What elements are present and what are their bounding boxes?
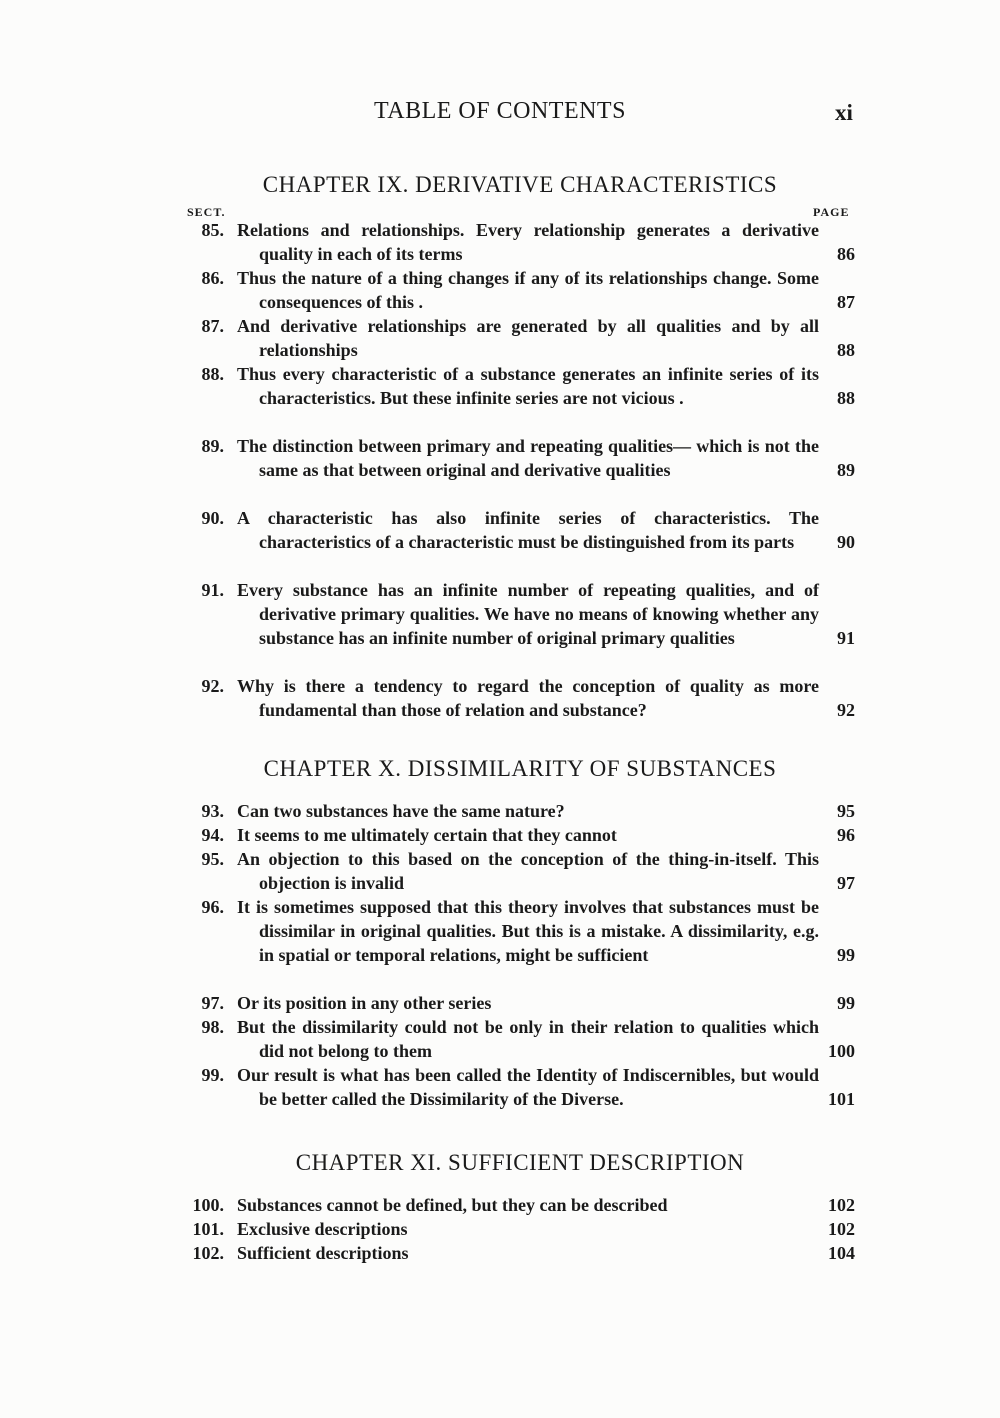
toc-entry[interactable] (180, 1063, 860, 1111)
page-ref: 91 (837, 628, 855, 648)
page-ref: 90 (837, 532, 855, 552)
running-title: TABLE OF CONTENTS (374, 98, 626, 124)
page-ref: 99 (837, 945, 855, 965)
toc-entry[interactable] (180, 314, 860, 362)
entry-text: But the dissimilarity could not be only in their relation to qualities which did not belong to them (237, 1017, 819, 1061)
toc-entry[interactable] (180, 506, 860, 554)
section-number: 91. (201, 580, 224, 600)
page-ref: 88 (837, 340, 855, 360)
section-number: 87. (201, 316, 224, 336)
page-ref: 99 (837, 993, 855, 1013)
entry-text: It is sometimes supposed that this theory involves that substances must be dissimilar in original qualities. But this is a mistake. A dissimilarity, e.g. in spatial or temporal relations, might be sufficient (237, 897, 819, 965)
section-number: 89. (201, 436, 224, 456)
entry-text: Relations and relationships. Every relationship generates a derivative quality in each of its terms (237, 220, 819, 264)
toc-entry[interactable] (180, 266, 860, 314)
page-ref: 86 (837, 244, 855, 264)
toc-entry[interactable] (180, 434, 860, 482)
page-number: xi (835, 100, 853, 125)
section-number: 93. (201, 801, 224, 821)
page-column-label: PAGE (813, 205, 850, 219)
entry-text: Thus the nature of a thing changes if any of its relationships change. Some consequences of this . (237, 268, 819, 312)
page-ref: 97 (837, 873, 855, 893)
page-ref: 95 (837, 801, 855, 821)
page-ref: 96 (837, 825, 855, 845)
chapter-heading: CHAPTER X. DISSIMILARITY OF SUBSTANCES (263, 756, 777, 781)
entry-text: An objection to this based on the conception of the thing-in-itself. This objection is invalid (237, 849, 819, 893)
toc-entry[interactable] (180, 823, 860, 847)
section-number: 95. (201, 849, 224, 869)
entry-text: Exclusive descriptions (237, 1219, 408, 1239)
page-ref: 92 (837, 700, 855, 720)
section-number: 92. (201, 676, 224, 696)
entry-text: Our result is what has been called the Identity of Indiscernibles, but would be better called the Dissimilarity of the Diverse. (237, 1065, 819, 1109)
section-number: 99. (201, 1065, 224, 1085)
section-number: 101. (192, 1219, 224, 1239)
section-number: 86. (201, 268, 224, 288)
toc-entry[interactable] (180, 218, 860, 266)
section-number: 97. (201, 993, 224, 1013)
toc-entry[interactable] (180, 1193, 860, 1217)
entry-text: And derivative relationships are generated by all qualities and by all relationships (237, 316, 819, 360)
page-ref: 87 (837, 292, 855, 312)
entry-text: The distinction between primary and repeating qualities— which is not the same as that between original and derivative qualities (237, 436, 819, 480)
section-number: 96. (201, 897, 224, 917)
toc-entry[interactable] (180, 799, 860, 823)
section-number: 98. (201, 1017, 224, 1037)
toc-entry[interactable] (180, 847, 860, 895)
entry-text: Can two substances have the same nature? (237, 801, 565, 821)
section-number: 85. (201, 220, 224, 240)
chapter-heading: CHAPTER XI. SUFFICIENT DESCRIPTION (295, 1150, 745, 1175)
page-ref: 100 (828, 1041, 855, 1061)
entry-text: Thus every characteristic of a substance generates an infinite series of its characteristics. But these infinite series are not vicious . (237, 364, 819, 408)
entry-text: Sufficient descriptions (237, 1243, 409, 1263)
section-number: 100. (192, 1195, 224, 1215)
toc-entry[interactable] (180, 895, 860, 967)
section-column-label: SECT. (187, 205, 226, 219)
toc-entry[interactable] (180, 674, 860, 722)
entry-text: It seems to me ultimately certain that they cannot (237, 825, 617, 845)
entry-text: A characteristic has also infinite series of characteristics. The characteristics of a characteristic must be distinguished from its parts (237, 508, 819, 552)
chapter-heading: CHAPTER IX. DERIVATIVE CHARACTERISTICS (262, 172, 778, 197)
page-ref: 101 (828, 1089, 855, 1109)
entry-text: Why is there a tendency to regard the conception of quality as more fundamental than those of relation and substance? (237, 676, 819, 720)
toc-entry[interactable] (180, 362, 860, 410)
entry-text: Every substance has an infinite number of repeating qualities, and of derivative primary qualities. We have no means of knowing whether any substance has an infinite number of original primary qualities (237, 580, 819, 648)
page-ref: 89 (837, 460, 855, 480)
section-number: 90. (201, 508, 224, 528)
toc-entry[interactable] (180, 1217, 860, 1241)
page-ref: 102 (828, 1219, 855, 1239)
entry-text: Substances cannot be defined, but they can be described (237, 1195, 668, 1215)
toc-entry[interactable] (180, 1241, 860, 1265)
section-number: 94. (201, 825, 224, 845)
toc-entry[interactable] (180, 991, 860, 1015)
entry-text: Or its position in any other series (237, 993, 492, 1013)
page-ref: 102 (828, 1195, 855, 1215)
section-number: 102. (192, 1243, 224, 1263)
page-ref: 88 (837, 388, 855, 408)
toc-entry[interactable] (180, 1015, 860, 1063)
section-number: 88. (201, 364, 224, 384)
page-ref: 104 (828, 1243, 855, 1263)
toc-entry[interactable] (180, 578, 860, 650)
